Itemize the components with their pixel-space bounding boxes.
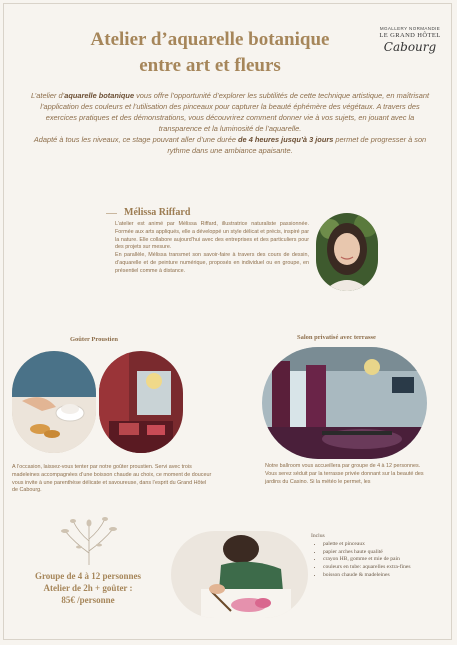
section-divider	[106, 213, 117, 214]
price-group: Groupe de 4 à 12 personnes	[34, 571, 142, 581]
gouter-photo-tea	[12, 351, 96, 453]
botanical-illustration	[53, 513, 125, 567]
intro-text	[25, 90, 435, 156]
artist-bio	[115, 221, 309, 276]
salon-text: Notre ballroom vous accueillera par groupe de 4 à 12 personnes. Vous serez séduit par la terrasse privée donnant sur la beauté des jardins du Casino. Si la météo le permet, les	[265, 463, 424, 485]
price-amount: 85€ /personne	[61, 595, 115, 605]
logo-hotel-name: LE GRAND HÔTEL	[379, 32, 441, 39]
list-item: • papier arches haute qualité	[323, 549, 411, 557]
includes-list	[311, 533, 411, 580]
gouter-heading: Goûter Proustien	[70, 336, 118, 343]
artist-bio-1: L’atelier est animé par Mélissa Riffard, illustratrice naturaliste passionnée. Formée aux arts appliqués, elle a développé un style délicat et précis, inspiré par la nature. Elle collabore aujourd’hui avec des entreprises et des particuliers pour des projets sur mesure.	[115, 221, 309, 251]
title-line-1: Atelier d’aquarelle botanique	[90, 29, 330, 50]
intro-p1-bold: aquarelle botanique	[64, 91, 135, 100]
list-item: • crayon HB, gomme et mie de pain	[323, 556, 411, 564]
intro-paragraph-2	[25, 134, 435, 156]
gouter-text: A l’occasion, laissez-vous tenter par notre goûter proustien. Servi avec trois madeleines accompagnées d’une boisson chaude au choix, ce moment de douceur vous invite à une parenthèse délicate et savoureuse, dans l’esprit du Grand Hôtel de Cabourg.	[12, 464, 212, 494]
artist-bio-2: En parallèle, Mélissa transmet son savoir-faire à travers des cours de dessin, d’aquarelle et de peinture numérique, proposés en individuel ou en groupe, en présentiel comme à distance.	[115, 252, 309, 274]
list-item: • boisson chaude & madeleines	[323, 572, 411, 580]
artist-name: Mélissa Riffard	[124, 207, 191, 218]
page-title	[60, 27, 360, 79]
price-duration: Atelier de 2h + goûter :	[43, 583, 133, 593]
salon-heading: Salon privatisé avec terrasse	[297, 334, 376, 341]
list-item: • palette et pinceaux	[323, 541, 411, 549]
intro-p1-start: L’atelier d’	[30, 91, 65, 100]
gouter-photo-room	[99, 351, 183, 453]
salon-photo	[262, 347, 427, 459]
hotel-logo	[378, 26, 442, 72]
intro-p2-start: Adapté à tous les niveaux, ce stage pouvant aller d’une durée	[33, 135, 239, 144]
intro-paragraph-1	[25, 90, 435, 134]
artist-portrait	[316, 213, 378, 291]
logo-brand: MGALLERY NORMANDIE	[379, 26, 441, 31]
includes-items	[311, 541, 411, 580]
intro-p1-end: vous offre l’opportunité d’explorer les subtilités de cette technique artistique, en maîtrisant l’application des couleurs et l’utilisation des pinceaux pour capturer la beauté éphémère des végétaux. A travers des exercices pratiques et des démonstrations, vous découvrirez comment donner vie à vos sujets, en jouant avec la transparence et la luminosité de l’aquarelle.	[40, 91, 430, 133]
logo-signature: Cabourg	[383, 40, 437, 54]
includes-heading: Inclus	[311, 533, 325, 539]
title-line-2: entre art et fleurs	[139, 55, 281, 76]
price-block	[30, 570, 146, 606]
intro-p2-bold: de 4 heures jusqu’à 3 jours	[238, 135, 334, 144]
list-item: • couleurs en tube: aquarelles extra-fines	[323, 564, 411, 572]
intro-p2-end: permet de progresser à son rythme dans une ambiance apaisante.	[167, 135, 427, 155]
painting-photo	[171, 531, 308, 618]
